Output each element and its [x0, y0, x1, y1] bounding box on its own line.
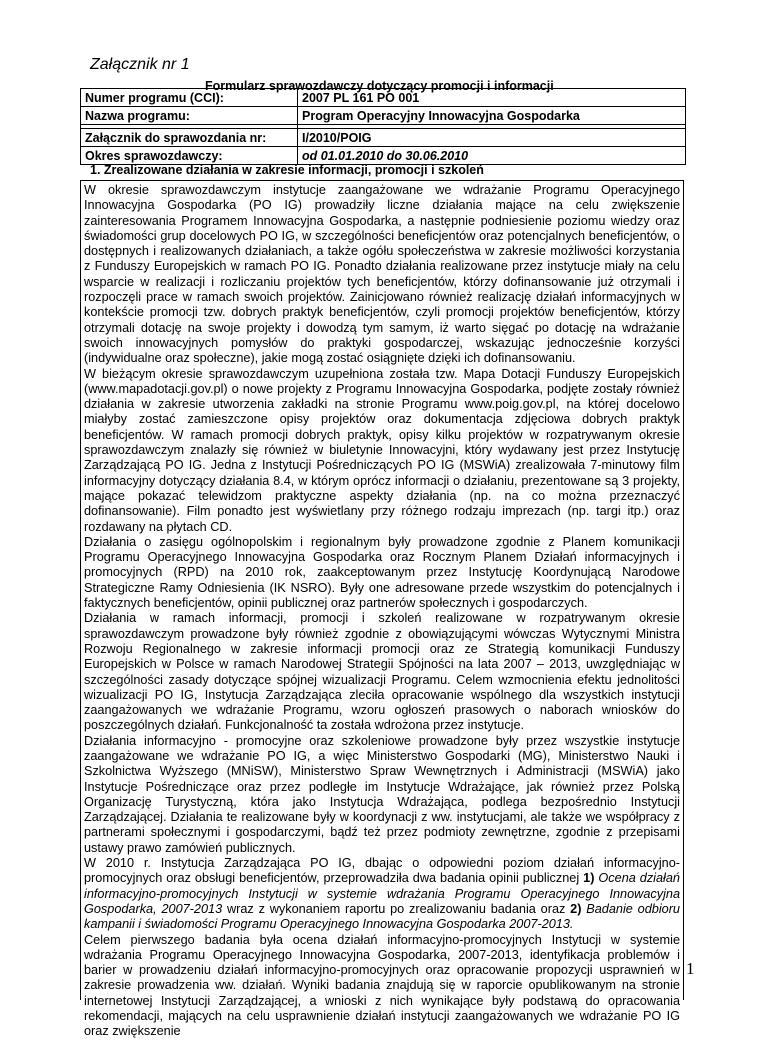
table-row: [81, 107, 686, 125]
table-row: [81, 89, 686, 107]
table-row: [81, 147, 686, 165]
paragraph: W bieżącym okresie sprawozdawczym uzupełniona została tzw. Mapa Dotacji Funduszy Europejskich (www.mapadotacji.gov.pl) o nowe projekty z Programu Innowacyjna Gospodarka, podjęte zostały również działania w zakresie utworzenia zakładki na stronie Programu www.poig.gov.pl, na której docelowo miałyby zostać zamieszczone opisy projektów oraz dokumentacja zdjęciowa dobrych praktyk beneficjentów. W ramach promocji dobrych praktyk, opisy kilku projektów w rozpatrywanym okresie sprawozdawczym znalazły się również w biuletynie Innowacyjni, który wydawany jest przez Instytucję Zarządzającą PO IG. Jedna z Instytucji Pośredniczących PO IG (MSWiA) zrealizowała 7-minutowy film informacyjny dotyczący działania 8.4, w którym oprócz informacji o działaniu, prezentowane są 3 projekty, mające pokazać telewidzom praktyczne aspekty działania (np. na co można przeznaczyć dofinansowanie). Film ponadto jest wyświetlany przy różnego rodzaju imprezach (np. targi itp.) oraz rozdawany na płytach CD.: [84, 366, 680, 534]
report-annex-label: Załącznik do sprawozdania nr:: [81, 129, 298, 147]
program-name-label: Nazwa programu:: [81, 107, 298, 125]
page-number: 1: [686, 959, 695, 978]
program-number-label: Numer programu (CCI):: [81, 89, 298, 107]
paragraph: Działania w ramach informacji, promocji i szkoleń realizowane w rozpatrywanym okresie sprawozdawczym prowadzone były również zgodnie z obowiązującymi wówczas Wytycznymi Ministra Rozwoju Regionalnego w zakresie informacji promocji oraz ze Strategią komunikacji Funduszy Europejskich w Polsce w ramach Narodowej Strategii Spójności na lata 2007 – 2013, uwzględniając w szczególności zasady dotyczące spójnej wizualizacji Programu. Celem wzmocnienia efektu jednolitości wizualizacji PO IG, Instytucja Zarządzająca zleciła opracowanie wspólnego dla wszystkich instytucji zaangażowanych we wdrażanie Programu, wzoru ogłoszeń prasowych o naborach wniosków do poszczególnych działań. Funkcjonalność ta została wdrożona przez instytucje.: [84, 611, 680, 733]
table-row: [81, 129, 686, 147]
research-number-1: 1): [583, 871, 595, 886]
report-annex-value: I/2010/POIG: [298, 129, 686, 147]
paragraph: Działania informacyjno - promocyjne oraz szkoleniowe prowadzone były przez wszystkie instytucje zaangażowane we wdrażanie PO IG, a więc Ministerstwo Gospodarki (MG), Ministerstwo Nauki i Szkolnictwa Wyższego (MNiSW), Ministerstwo Spraw Wewnętrznych i Administracji (MSWiA) jako Instytucje Pośredniczące oraz przez podległe im Instytucje Wdrażające, jak również przez Polską Organizację Turystyczną, która jako Instytucja Wdrażająca, podlega bezpośrednio Instytucji Zarządzającej. Działania te realizowane były w koordynacji z ww. instytucjami, ale także we współpracy z partnerami społecznymi i gospodarczymi, bądź też przez podmioty zewnętrzne, zgodnie z przepisami ustawy prawo zamówień publicznych.: [84, 733, 680, 855]
form-title: Formularz sprawozdawczy dotyczący promocji i informacji: [205, 79, 554, 93]
research-mid: wraz z wykonaniem raportu po zrealizowaniu badania oraz: [222, 901, 571, 916]
content-box: [80, 180, 684, 1039]
research-title-2: Badanie odbioru kampanii i świadomości Programu Operacyjnego Innowacyjna Gospodarka 2007-2013.: [84, 901, 680, 932]
program-name-value: Program Operacyjny Innowacyjna Gospodarka: [298, 107, 686, 125]
research-title-1: Ocena działań informacyjno-promocyjnych Instytucji w systemie wdrażania Programu Operacyjnego Innowacyjna Gospodarka, 2007-2013: [84, 871, 680, 916]
paragraph: W okresie sprawozdawczym instytucje zaangażowane we wdrażanie Programu Operacyjnego Innowacyjna Gospodarka (PO IG) prowadziły liczne działania mające na celu zwiększenie zainteresowania Programem Innowacyjna Gospodarka, a następnie podniesienie poziomu wiedzy oraz świadomości grup docelowych PO IG, w szczególności beneficjentów oraz potencjalnych beneficjentów, o dostępnych i realizowanych działaniach, a także ogółu społeczeństwa w zakresie możliwości korzystania z Funduszy Europejskich w ramach PO IG. Ponadto działania realizowane przez instytucje miały na celu wsparcie w realizacji i rozliczaniu projektów tych beneficjentów, którzy dofinansowanie już otrzymali i rozpoczęli prace w ramach swoich projektów. Zainicjowano również realizację działań informacyjnych w kontekście promocji tzw. dobrych praktyk beneficjentów, czyli promocji projektów beneficjentów, którzy otrzymali dotację na swoje projekty i dowodzą tym samym, iż warto sięgać po dotację na wdrażanie swoich innowacyjnych pomysłów do praktyki gospodarczej, wskazując jednocześnie korzyści (indywidualne oraz społeczne), jakie mogą zostać osiągnięte dzięki ich dofinansowaniu.: [84, 183, 680, 366]
reporting-period-value: od 01.01.2010 do 30.06.2010: [298, 147, 686, 165]
program-number-value: 2007 PL 161 PO 001: [298, 89, 686, 107]
research-intro: W 2010 r. Instytucja Zarządzająca PO IG, dbając o odpowiedni poziom działań informacyjno-promocyjnych oraz obsługi beneficjentów, przeprowadziła dwa badania opinii publicznej: [84, 856, 680, 886]
annex-title: Załącznik nr 1: [90, 56, 190, 73]
paragraph: [84, 856, 680, 932]
paragraph: Celem pierwszego badania była ocena działań informacyjno-promocyjnych Instytucji w systemie wdrażania Programu Operacyjnego Innowacyjna Gospodarka, 2007-2013, identyfikacja problemów i barier w prowadzeniu działań informacyjno-promocyjnych oraz opracowanie propozycji usprawnień w zakresie prowadzenia ww. działań. Wyniki badania znajdują się w raporcie opublikowanym na stronie internetowej Instytucji Zarządzającej, a wnioski z nich wynikające były podstawą do opracowania rekomendacji, mających na celu usprawnienie działań instytucji zaangażowanych we wdrażanie PO IG oraz zwiększenie: [84, 932, 680, 1039]
section-heading: 1. Zrealizowane działania w zakresie informacji, promocji i szkoleń: [90, 163, 484, 177]
research-number-2: 2): [570, 901, 582, 916]
paragraph: Działania o zasięgu ogólnopolskim i regionalnym były prowadzone zgodnie z Planem komunikacji Programu Operacyjnego Innowacyjna Gospodarka oraz Rocznym Planem Działań informacyjnych i promocyjnych (RPD) na 2010 rok, zaakceptowanym przez Instytucję Koordynującą Narodowe Strategiczne Ramy Odniesienia (IK NSRO). Były one adresowane przede wszystkim do potencjalnych i faktycznych beneficjentów, opinii publicznej oraz partnerów społecznych i gospodarczych.: [84, 534, 680, 611]
program-info-table: [80, 88, 686, 165]
reporting-period-label: Okres sprawozdawczy:: [81, 147, 298, 165]
